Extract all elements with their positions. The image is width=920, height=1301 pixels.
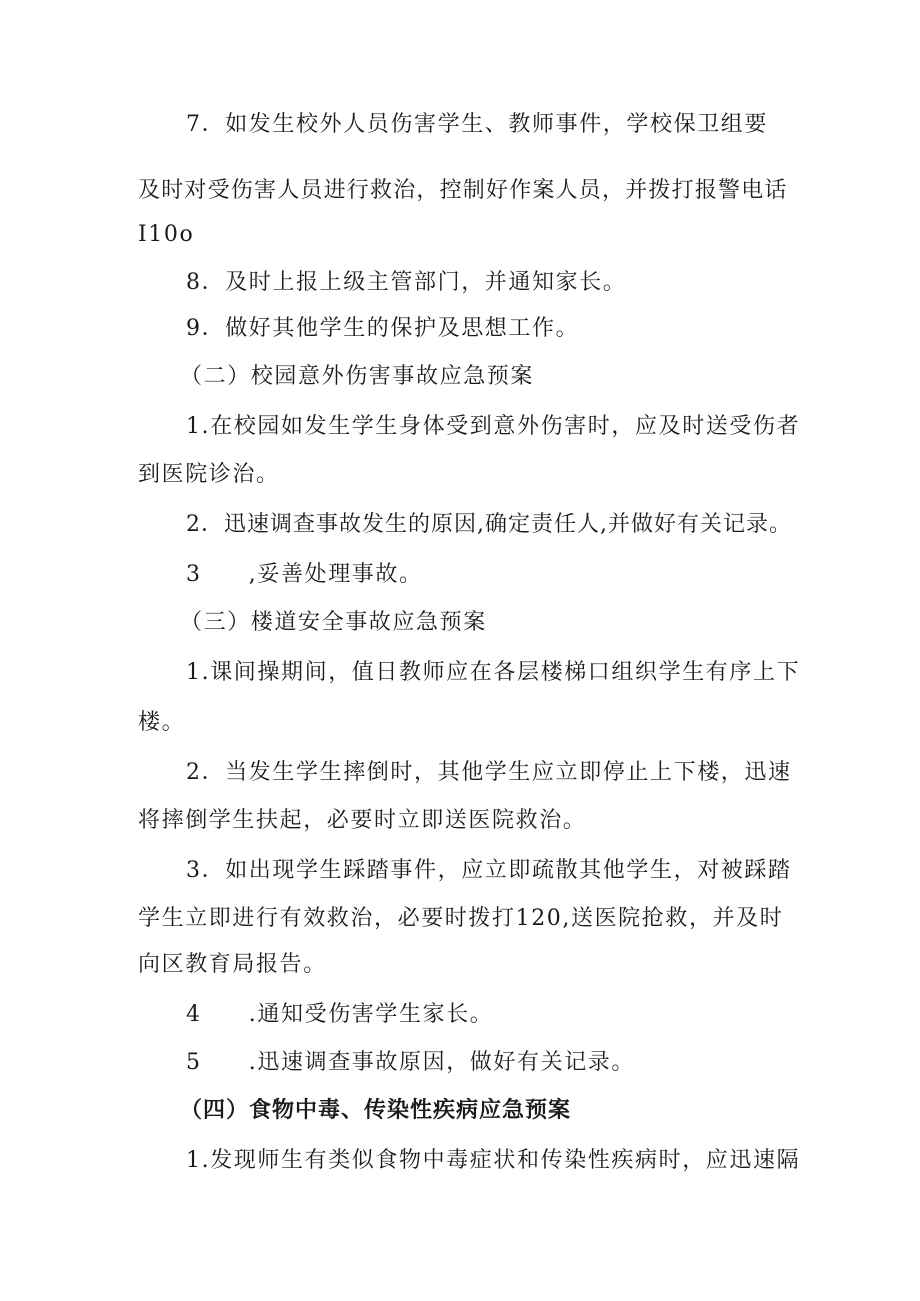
heading-section-2: （二）校园意外伤害事故应急预案 — [180, 364, 535, 389]
heading-section-4: （四）食物中毒、传染性疾病应急预案 — [180, 1098, 572, 1123]
s3-item-2-line-1: 2．当发生学生摔倒时，其他学生应立即停止上下楼，迅速 — [186, 760, 792, 785]
para-7-line-3: I10o — [138, 222, 195, 247]
s2-item-2: 2．迅速调查事故发生的原因,确定责任人,并做好有关记录。 — [186, 512, 792, 537]
para-9: 9．做好其他学生的保护及思想工作。 — [186, 316, 580, 341]
s2-item-1-line-1: 1.在校园如发生学生身体受到意外伤害时，应及时送受伤者 — [186, 414, 801, 439]
para-7-line-1: 7．如发生校外人员伤害学生、教师事件，学校保卫组要 — [186, 112, 768, 137]
s3-item-2-line-2: 将摔倒学生扶起，必要时立即送医院救治。 — [138, 808, 587, 833]
s3-item-3-line-3: 向区教育局报告。 — [138, 952, 327, 977]
para-8: 8．及时上报上级主管部门，并通知家长。 — [186, 270, 627, 295]
s2-item-1-line-2: 到医院诊治。 — [138, 462, 280, 487]
s3-item-1-line-1: 1.课间操期间，值日教师应在各层楼梯口组织学生有序上下 — [186, 660, 801, 685]
heading-section-3: （三）楼道安全事故应急预案 — [180, 610, 487, 635]
s2-item-3: 3 ,妥善处理事故。 — [186, 562, 423, 587]
s3-item-4: 4 .通知受伤害学生家长。 — [186, 1002, 494, 1027]
para-7-line-2: 及时对受伤害人员进行救治，控制好作案人员，并拨打报警电话 — [138, 178, 788, 203]
s4-item-1-line-1: 1.发现师生有类似食物中毒症状和传染性疾病时，应迅速隔 — [186, 1148, 801, 1173]
s3-item-3-line-2: 学生立即进行有效救治，必要时拨打120,送医院抢救，并及时 — [138, 906, 784, 931]
s3-item-1-line-2: 楼。 — [138, 710, 186, 735]
s3-item-5: 5 .迅速调查事故原因，做好有关记录。 — [186, 1050, 635, 1075]
s3-item-3-line-1: 3．如出现学生踩踏事件，应立即疏散其他学生，对被踩踏 — [186, 858, 792, 883]
